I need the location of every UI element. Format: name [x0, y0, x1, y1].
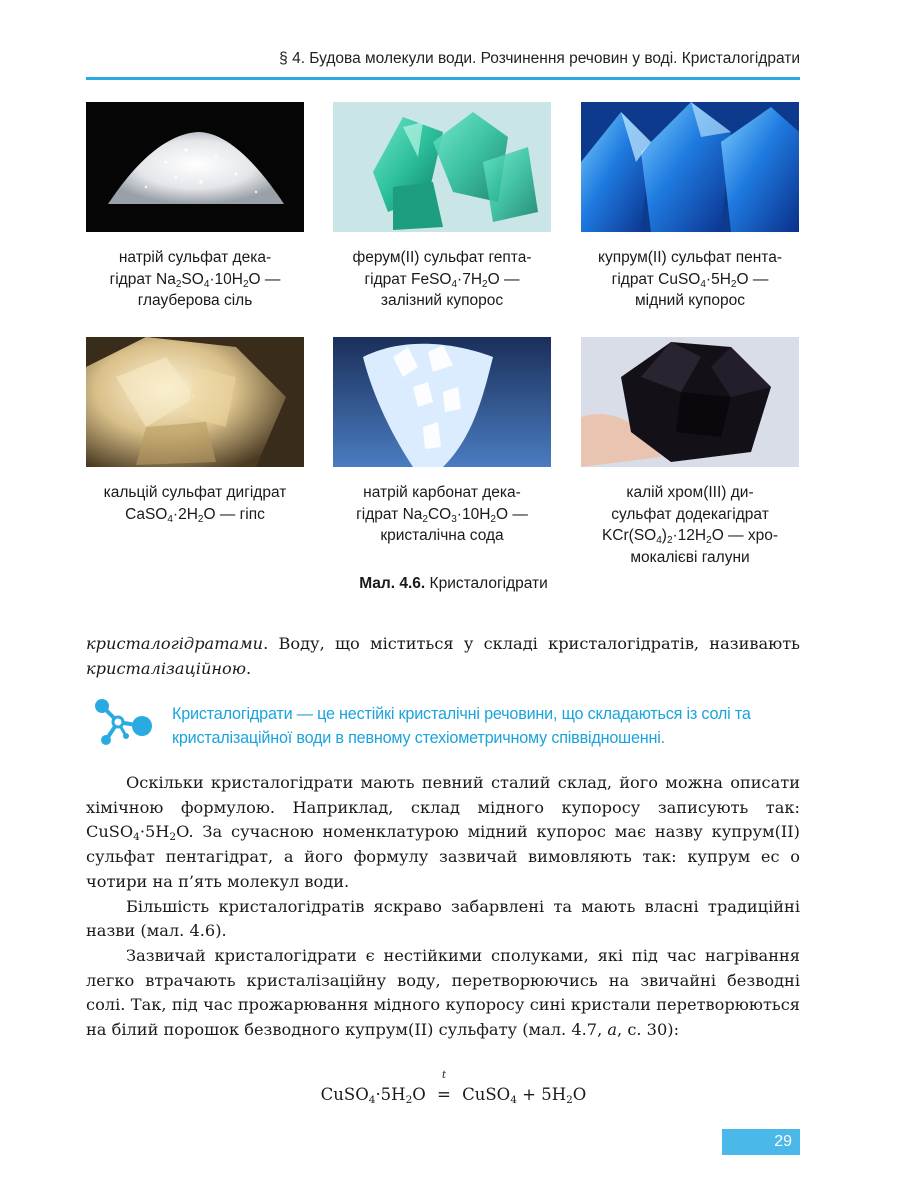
caption-name: натрій карбонат дека-	[363, 484, 521, 501]
figure-ref-letter: а	[607, 1020, 618, 1040]
caption-iron-vitriol	[324, 247, 560, 312]
caption-dash: —	[264, 270, 281, 288]
photo-gypsum	[86, 337, 304, 467]
caption-formula: $FeSO_4\cdot 7H_2O$	[410, 270, 500, 290]
term-crystallization: кристалізаційною	[86, 658, 247, 678]
equation-products: CuSO$_4$ + $5H_2O$	[462, 1085, 587, 1106]
caption-dash: —	[512, 505, 528, 523]
caption-common-name: залізний купорос	[380, 292, 504, 309]
caption-name-cont: гідрат	[364, 270, 407, 288]
caption-chrome-alum	[572, 482, 808, 568]
caption-name-cont: гідрат	[611, 270, 654, 288]
paragraph-text: Зазвичай кристалогідрати є нестійкими сполуками, які під час нагрівання легко втрачають кристалізаційну воду, перетворюючись на звичайні безводні солі. Так, під час прожарювання мідного купоросу сині кристали перетворюються на білий порошок безводного купрум(ІІ) сульфату (мал. 4.7,	[86, 945, 800, 1040]
caption-name: кальцій сульфат дигідрат	[103, 484, 287, 501]
caption-name: купрум(ІІ) сульфат пента-	[597, 249, 783, 266]
photo-copper-vitriol	[581, 102, 799, 232]
caption-name: калій хром(ІІІ) ди-	[626, 484, 754, 501]
caption-name-cont: гідрат	[356, 505, 399, 523]
caption-dash: —	[752, 270, 769, 288]
caption-copper-vitriol	[572, 247, 808, 312]
header-rule	[86, 77, 800, 80]
figure-caption	[0, 575, 907, 593]
caption-common-name: мокалієві галуни	[630, 548, 750, 566]
caption-formula: $CaSO_4\cdot 2H_2O$	[125, 505, 216, 525]
caption-common-name: глауберова сіль	[137, 292, 253, 309]
paragraph-text: Оскільки кристалогідрати мають певний сталий склад, його можна описати хімічною формулою. Наприклад, склад мідного купоросу записують так:	[86, 773, 800, 817]
caption-formula: $Na_2CO_3\cdot 10H_2O$	[402, 505, 509, 525]
photo-soda-crystals	[333, 337, 551, 467]
paragraph-3: Більшість кристалогідратів яскраво забарвлені та мають власні традиційні назви (мал. 4.6).	[86, 896, 800, 941]
photo-iron-vitriol	[333, 102, 551, 232]
caption-name-cont: сульфат додекагідрат	[611, 505, 769, 523]
paragraph-text-cont: , с. 30):	[617, 1020, 680, 1040]
heating-condition: t	[441, 1070, 446, 1081]
figure-caption-text: Кристалогідрати	[429, 575, 548, 592]
paragraph-end: .	[246, 658, 252, 678]
caption-common-name: — гіпс	[219, 505, 265, 523]
paragraph-2	[86, 771, 800, 895]
caption-formula: $KCr(SO_4)_2\cdot 12H_2O$	[601, 527, 724, 546]
reaction-equation	[0, 1070, 907, 1106]
equation-sign	[437, 1070, 451, 1104]
paragraph-text-cont: . За сучасною номенклатурою мідний купорос має назву купрум(ІІ) сульфат пентагідрат, а його формулу зазвичай вимовляють так: купрум ес о чотири на п’ять молекул води.	[86, 822, 800, 891]
figure-label: Мал. 4.6.	[359, 575, 426, 592]
photo-chrome-alum	[581, 337, 799, 467]
molecule-icon	[92, 696, 154, 750]
caption-dash: —	[503, 270, 520, 288]
equation-reactants: $CuSO_4\cdot 5H_2O$	[320, 1085, 426, 1106]
caption-dash: — хро-	[728, 527, 779, 544]
caption-gypsum	[77, 482, 313, 525]
caption-common-name: мідний купорос	[634, 292, 746, 309]
running-header: § 4. Будова молекули води. Розчинення речовин у воді. Кристалогідрати	[279, 50, 800, 67]
caption-glauber-salt	[77, 247, 313, 312]
term-crystallohydrates: кристалогідратами	[86, 634, 264, 653]
photo-glauber-salt	[86, 102, 304, 232]
definition-box: Кристалогідрати — це нестійкі кристалічні речовини, що складаються із солі та кристалізаційної води в певному стехіометричному співвідношенні.	[172, 705, 751, 747]
paragraph-1	[86, 632, 800, 681]
caption-name-cont: гідрат	[109, 270, 152, 288]
caption-common-name: кристалічна сода	[380, 527, 504, 544]
page-number: 29	[722, 1129, 800, 1155]
paragraph-text: . Воду, що міститься у складі кристалогідратів, називають	[263, 634, 800, 653]
caption-name: ферум(ІІ) сульфат гепта-	[352, 249, 532, 266]
paragraph-4	[86, 944, 800, 1043]
caption-name: натрій сульфат дека-	[118, 249, 272, 266]
equals-sign: =	[437, 1085, 451, 1104]
inline-formula: $CuSO_4\cdot 5H_2O$	[86, 822, 189, 844]
caption-formula: $Na_2SO_4\cdot 10H_2O$	[156, 270, 261, 290]
caption-soda-crystals	[324, 482, 560, 547]
main-text	[86, 771, 800, 1043]
caption-formula: $CuSO_4\cdot 5H_2O$	[658, 270, 749, 290]
